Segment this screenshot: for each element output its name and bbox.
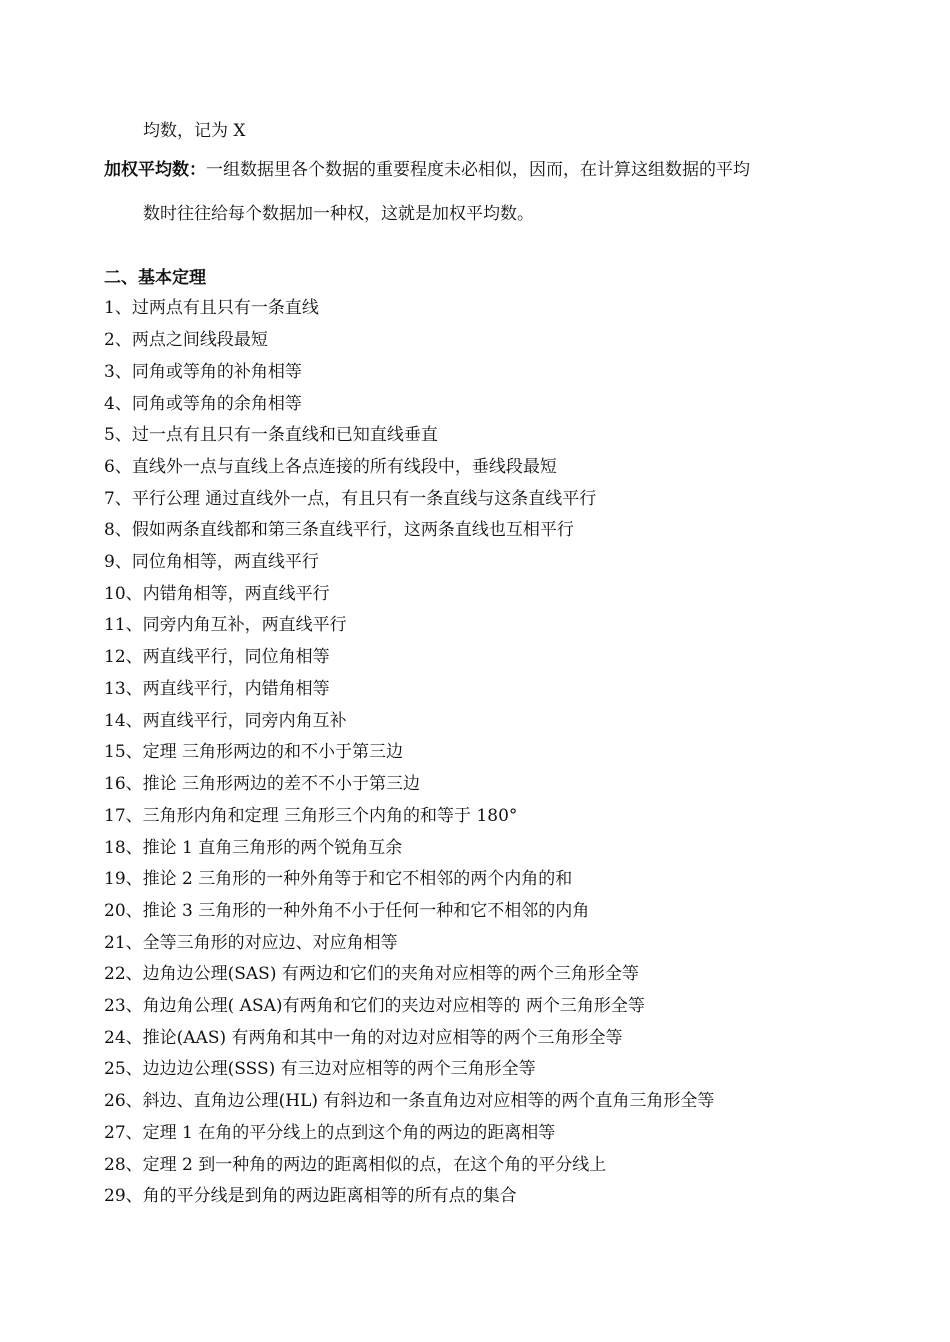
list-item: 3、同角或等角的补角相等	[104, 362, 302, 382]
list-item: 2、两点之间线段最短	[104, 330, 268, 350]
list-item: 14、两直线平行，同旁内角互补	[104, 711, 347, 731]
list-item: 12、两直线平行，同位角相等	[104, 647, 330, 667]
list-item: 13、两直线平行，内错角相等	[104, 679, 330, 699]
intro-continuation: 均数，记为 X	[143, 121, 246, 141]
section-heading: 二、基本定理	[104, 268, 206, 288]
list-item: 24、推论(AAS) 有两角和其中一角的对边对应相等的两个三角形全等	[104, 1028, 623, 1048]
list-item: 10、内错角相等，两直线平行	[104, 584, 330, 604]
list-item: 26、斜边、直角边公理(HL) 有斜边和一条直角边对应相等的两个直角三角形全等	[104, 1091, 715, 1111]
list-item: 15、定理 三角形两边的和不小于第三边	[104, 742, 404, 762]
list-item: 20、推论 3 三角形的一种外角不小于任何一种和它不相邻的内角	[104, 901, 590, 921]
list-item: 28、定理 2 到一种角的两边的距离相似的点，在这个角的平分线上	[104, 1155, 607, 1175]
list-item: 16、推论 三角形两边的差不不小于第三边	[104, 774, 421, 794]
weighted-average-definition	[104, 159, 750, 181]
list-item: 18、推论 1 直角三角形的两个锐角互余	[104, 838, 403, 858]
list-item: 11、同旁内角互补，两直线平行	[104, 615, 347, 635]
list-item: 17、三角形内角和定理 三角形三个内角的和等于 180°	[104, 806, 518, 826]
list-item: 4、同角或等角的余角相等	[104, 394, 302, 414]
weighted-average-term: 加权平均数：	[104, 160, 206, 180]
list-item: 19、推论 2 三角形的一种外角等于和它不相邻的两个内角的和	[104, 869, 573, 889]
list-item: 9、同位角相等，两直线平行	[104, 552, 319, 572]
list-item: 25、边边边公理(SSS) 有三边对应相等的两个三角形全等	[104, 1059, 536, 1079]
list-item: 6、直线外一点与直线上各点连接的所有线段中，垂线段最短	[104, 457, 557, 477]
list-item: 22、边角边公理(SAS) 有两边和它们的夹角对应相等的两个三角形全等	[104, 964, 639, 984]
list-item: 5、过一点有且只有一条直线和已知直线垂直	[104, 425, 438, 445]
list-item: 21、全等三角形的对应边、对应角相等	[104, 933, 398, 953]
list-item: 8、假如两条直线都和第三条直线平行，这两条直线也互相平行	[104, 520, 574, 540]
weighted-average-text-line2: 数时往往给每个数据加一种权，这就是加权平均数。	[143, 204, 534, 224]
list-item: 7、平行公理 通过直线外一点，有且只有一条直线与这条直线平行	[104, 489, 597, 509]
list-item: 29、角的平分线是到角的两边距离相等的所有点的集合	[104, 1186, 517, 1206]
list-item: 27、定理 1 在角的平分线上的点到这个角的两边的距离相等	[104, 1123, 556, 1143]
list-item: 23、角边角公理( ASA)有两角和它们的夹边对应相等的 两个三角形全等	[104, 996, 645, 1016]
weighted-average-text-line1: 一组数据里各个数据的重要程度未必相似，因而，在计算这组数据的平均	[206, 160, 750, 180]
list-item: 1、过两点有且只有一条直线	[104, 298, 319, 318]
